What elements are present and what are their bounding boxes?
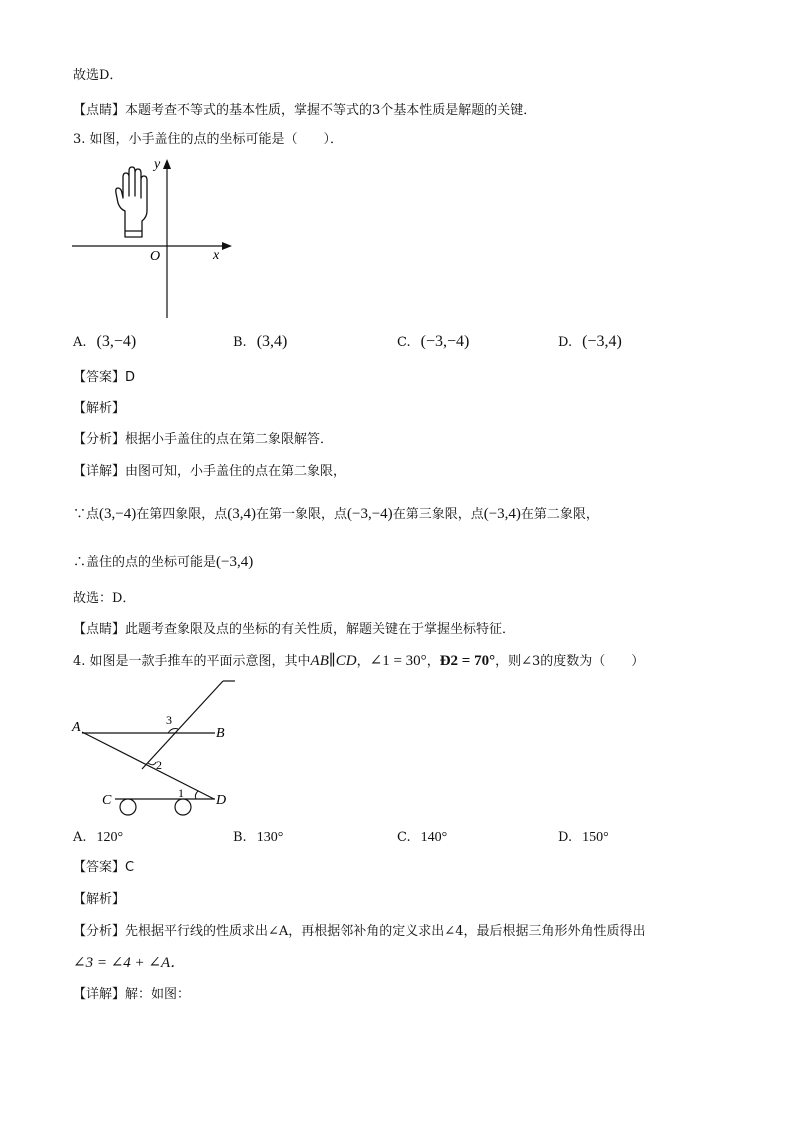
option-letter: C. [397,335,411,350]
coordinate: (−3,−4) [347,506,393,522]
text-line [73,922,645,942]
coordinate: (3,−4) [99,506,137,522]
text-fragment: 盖住的点的坐标可能是 [86,555,217,570]
answer-tag: 【答案】 [73,860,126,875]
text-line [73,953,185,974]
answer-line [73,368,135,388]
option-letter: A. [73,830,87,845]
option-value: (−3,−4) [420,333,470,350]
option-letter: D. [558,335,573,350]
section-tag: 【详解】 [73,464,126,479]
remark-text: 此题考查象限及点的坐标的有关性质，解题关键在于掌握坐标特征． [125,622,516,637]
option-letter: D. [558,830,573,845]
option-value: 150° [582,830,609,845]
option-value: (3,4) [256,333,288,350]
text-fragment: 在第三象限，点 [392,507,484,522]
option-value: 120° [96,830,124,845]
math-expression: Ð2 = 70° [439,653,496,669]
answer-value: D [125,370,136,385]
x-axis-arrow [222,242,232,250]
text-line [73,462,346,482]
text-line [73,552,253,573]
detail-text: 由图可知，小手盖住的点在第二象限， [125,464,347,479]
option-value: 130° [256,830,284,845]
text-line [73,66,122,86]
text-line [73,504,599,525]
x-label: x [213,248,220,263]
option-d[interactable] [558,332,622,353]
option-a[interactable] [73,332,136,353]
because-symbol: ∵ [73,507,87,522]
angle-1-arc [195,791,198,799]
coordinate: (3,4) [227,506,256,522]
text-line [73,985,190,1005]
option-letter: B. [233,830,247,845]
option-a[interactable] [73,828,123,848]
label-angle-1: 1 [178,786,184,800]
text-fragment: 在第二象限， [520,507,599,522]
conclusion-text: 故选D． [73,68,123,83]
analysis-text: 先根据平行线的性质求出∠A，再根据邻补角的定义求出∠4，最后根据三角形外角性质得出 [125,924,646,939]
wheel-right [175,799,191,815]
option-c[interactable] [397,332,469,353]
answer-tag: 【答案】 [73,370,126,385]
coordinate: (−3,4) [216,554,254,570]
label-c: C [102,793,112,808]
math-expression: AB∥CD [310,653,357,669]
remark-text: 本题考查不等式的基本性质，掌握不等式的3个基本性质是解题的关键． [125,103,537,118]
wheel-left [120,799,136,815]
hand-icon [116,167,147,237]
math-expression: ∠3 = ∠4 + ∠A． [73,955,186,971]
y-label: y [154,157,161,172]
analysis-heading [73,399,125,419]
section-tag: 【详解】 [73,987,126,1002]
math-expression: ∠1 = 30° [369,653,427,669]
option-value: (−3,4) [582,333,622,350]
origin-label: O [150,249,161,264]
text-line [73,589,135,609]
option-b[interactable] [233,332,287,353]
angle-2-arc [148,762,156,765]
option-d[interactable] [558,828,609,848]
text-fragment: ，则∠3的度数为（ ） [495,654,645,669]
detail-text: 解：如图： [125,987,191,1002]
line-ad [82,732,214,799]
answer-value: C [125,860,135,875]
conclusion-text: 故选：D． [73,591,136,606]
analysis-tag: 【解析】 [73,401,126,416]
label-angle-3: 3 [166,713,172,727]
text-line [73,430,333,450]
coordinate: (−3,4) [483,506,521,522]
question-title [73,651,644,672]
label-a: A [72,720,81,735]
option-value: 140° [420,830,448,845]
figure-coordinate-axes [70,155,240,320]
answer-line [73,858,134,878]
y-axis-arrow [163,159,171,169]
option-letter: B. [233,335,247,350]
figure-handcart [70,677,240,817]
option-letter: A. [73,335,87,350]
option-value: (3,−4) [96,333,137,350]
section-tag: 【点睛】 [73,103,126,118]
section-tag: 【分析】 [73,432,126,447]
option-b[interactable] [233,828,283,848]
text-line [73,620,515,640]
text-line [73,101,536,121]
analysis-tag: 【解析】 [73,892,126,907]
analysis-heading [73,890,125,910]
handle-line [142,681,223,769]
therefore-symbol: ∴ [73,555,87,570]
analysis-text: 根据小手盖住的点在第二象限解答． [125,432,334,447]
label-b: B [216,726,225,741]
text-fragment: 4. 如图是一款手推车的平面示意图，其中 [73,654,311,669]
question-title [73,130,343,150]
text-fragment: ， [426,654,440,669]
label-angle-2: 2 [156,758,162,772]
text-fragment: 在第一象限，点 [256,507,348,522]
option-letter: C. [397,830,411,845]
section-tag: 【分析】 [73,924,126,939]
text-fragment: 在第四象限，点 [136,507,228,522]
question-3-title: 3. 如图，小手盖住的点的坐标可能是（ ）． [73,132,344,147]
text-fragment: 点 [86,507,100,522]
text-fragment: ， [356,654,370,669]
section-tag: 【点睛】 [73,622,126,637]
label-d: D [216,793,227,808]
option-c[interactable] [397,828,447,848]
